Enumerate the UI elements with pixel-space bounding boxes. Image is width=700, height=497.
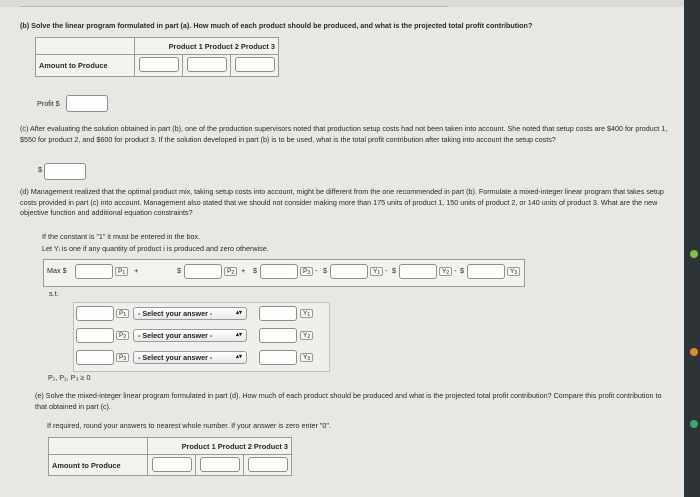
- edge-status-dot-orange: [690, 348, 698, 356]
- constant-note: If the constant is "1" it must be entered in the box.: [42, 232, 201, 241]
- edge-status-dot-teal: [690, 420, 698, 428]
- constraint-1-operator-select[interactable]: - Select your answer - ▴▾: [133, 307, 247, 320]
- part-e-row-label: Amount to Produce: [49, 455, 148, 476]
- part-e-header-product-1: Product 1: [181, 441, 216, 451]
- objective-dollar-1: $: [62, 266, 67, 275]
- part-c-text: (c) After evaluating the solution obtained in part (b), one of the production supervisors noted that production setup costs had not been taken into account. She noted that setup costs are $400 for product 1, $550 for product 2, and $600 for product 3. If the solution developed in part (b) is to be used, what is the total profit contribution after taking into account the setup costs?: [20, 124, 668, 144]
- objective-p1-term: $P_1$ +: [115, 266, 138, 279]
- objective-dollar-6: $: [460, 266, 464, 275]
- mip-product-1-amount-input[interactable]: [152, 457, 192, 472]
- objective-dollar-2: $: [177, 266, 181, 275]
- objective-function-box: [43, 259, 525, 287]
- objective-coef-p2-input[interactable]: [184, 264, 222, 279]
- part-b-header-product-2: Product 2: [204, 41, 239, 51]
- part-c-dollar-sign: $: [38, 165, 42, 174]
- top-divider: [20, 6, 448, 7]
- profit-dollar-sign: $: [55, 99, 60, 108]
- objective-p2-term: $P_2$ +: [224, 266, 247, 279]
- part-b-table: [35, 37, 279, 77]
- part-e-text: (e) Solve the mixed-integer linear program formulated in part (d). How much of each product should be produced and what is the projected total profit contribution? Compare this profit contribution to that obtained in part (c).: [35, 391, 662, 411]
- constraint-3-operator-select[interactable]: - Select your answer - ▴▾: [133, 351, 247, 364]
- part-e-header-product-2: Product 2: [217, 441, 252, 451]
- constraint-1-coef-input[interactable]: [76, 306, 114, 321]
- edge-status-dot-green: [690, 250, 698, 258]
- constraint-1-rhs-input[interactable]: [259, 306, 297, 321]
- objective-p3-term: $P_3$ -: [300, 266, 318, 279]
- constraint-1-y-term: $Y_1$: [300, 308, 313, 321]
- constraint-1-p-term: $P_1$: [116, 308, 129, 321]
- objective-y2-term: $Y_2$ -: [439, 266, 457, 279]
- objective-dollar-3: $: [253, 266, 257, 275]
- objective-y3-term: $Y_3$: [507, 266, 520, 279]
- constraint-2-rhs-input[interactable]: [259, 328, 297, 343]
- part-b-row-label: Amount to Produce: [36, 55, 135, 77]
- mip-product-3-amount-input[interactable]: [248, 457, 288, 472]
- binary-variable-note: Let Yᵢ is one if any quantity of product i is produced and zero otherwise.: [42, 244, 269, 253]
- product-2-amount-input[interactable]: [187, 57, 227, 72]
- constraint-2-p-term: $P_2$: [116, 330, 129, 343]
- constraints-box: [73, 302, 330, 372]
- objective-dollar-4: $: [323, 266, 327, 275]
- profit-label: Profit: [37, 99, 54, 108]
- product-1-amount-input[interactable]: [139, 57, 179, 72]
- objective-coef-p3-input[interactable]: [260, 264, 298, 279]
- product-3-amount-input[interactable]: [235, 57, 275, 72]
- constraint-3-coef-input[interactable]: [76, 350, 114, 365]
- rounding-note: If required, round your answers to nearest whole number. If your answer is zero enter "0".: [47, 421, 331, 430]
- objective-coef-y2-input[interactable]: [399, 264, 437, 279]
- objective-coef-p1-input[interactable]: [75, 264, 113, 279]
- constraint-2-coef-input[interactable]: [76, 328, 114, 343]
- constraint-3-rhs-input[interactable]: [259, 350, 297, 365]
- nonnegativity-constraint: P₁, P₂, P₃ ≥ 0: [48, 373, 91, 382]
- part-b-header-product-3: Product 3: [240, 41, 275, 51]
- max-label: Max: [47, 266, 61, 275]
- part-d-text: (d) Management realized that the optimal product mix, taking setup costs into account, might be different from the one recommended in part (b). Formulate a mixed-integer linear program that takes setup costs provided in part (c) into account. Management also stated that we should not consider making more than 175 units of product 1, 150 units of product 2, or 140 units of product 3. What are the new objective function and additional equation constraints?: [20, 187, 664, 218]
- objective-dollar-5: $: [392, 266, 396, 275]
- mip-product-2-amount-input[interactable]: [200, 457, 240, 472]
- objective-y1-term: $Y_1$ -: [370, 266, 388, 279]
- objective-coef-y1-input[interactable]: [330, 264, 368, 279]
- part-b-header-product-1: Product 1: [168, 41, 203, 51]
- objective-coef-y3-input[interactable]: [467, 264, 505, 279]
- part-b-question: (b) Solve the linear program formulated in part (a). How much of each product should be produced, and what is the projected total profit contribution?: [20, 21, 533, 30]
- constraint-3-y-term: $Y_3$: [300, 352, 313, 365]
- constraint-2-y-term: $Y_2$: [300, 330, 313, 343]
- setup-adjusted-profit-input[interactable]: [44, 163, 86, 180]
- profit-input[interactable]: [66, 95, 108, 112]
- constraint-2-operator-select[interactable]: - Select your answer - ▴▾: [133, 329, 247, 342]
- part-e-table: [48, 437, 292, 476]
- subject-to-label: s.t.: [49, 289, 59, 298]
- part-e-header-product-3: Product 3: [253, 441, 288, 451]
- constraint-3-p-term: $P_3$: [116, 352, 129, 365]
